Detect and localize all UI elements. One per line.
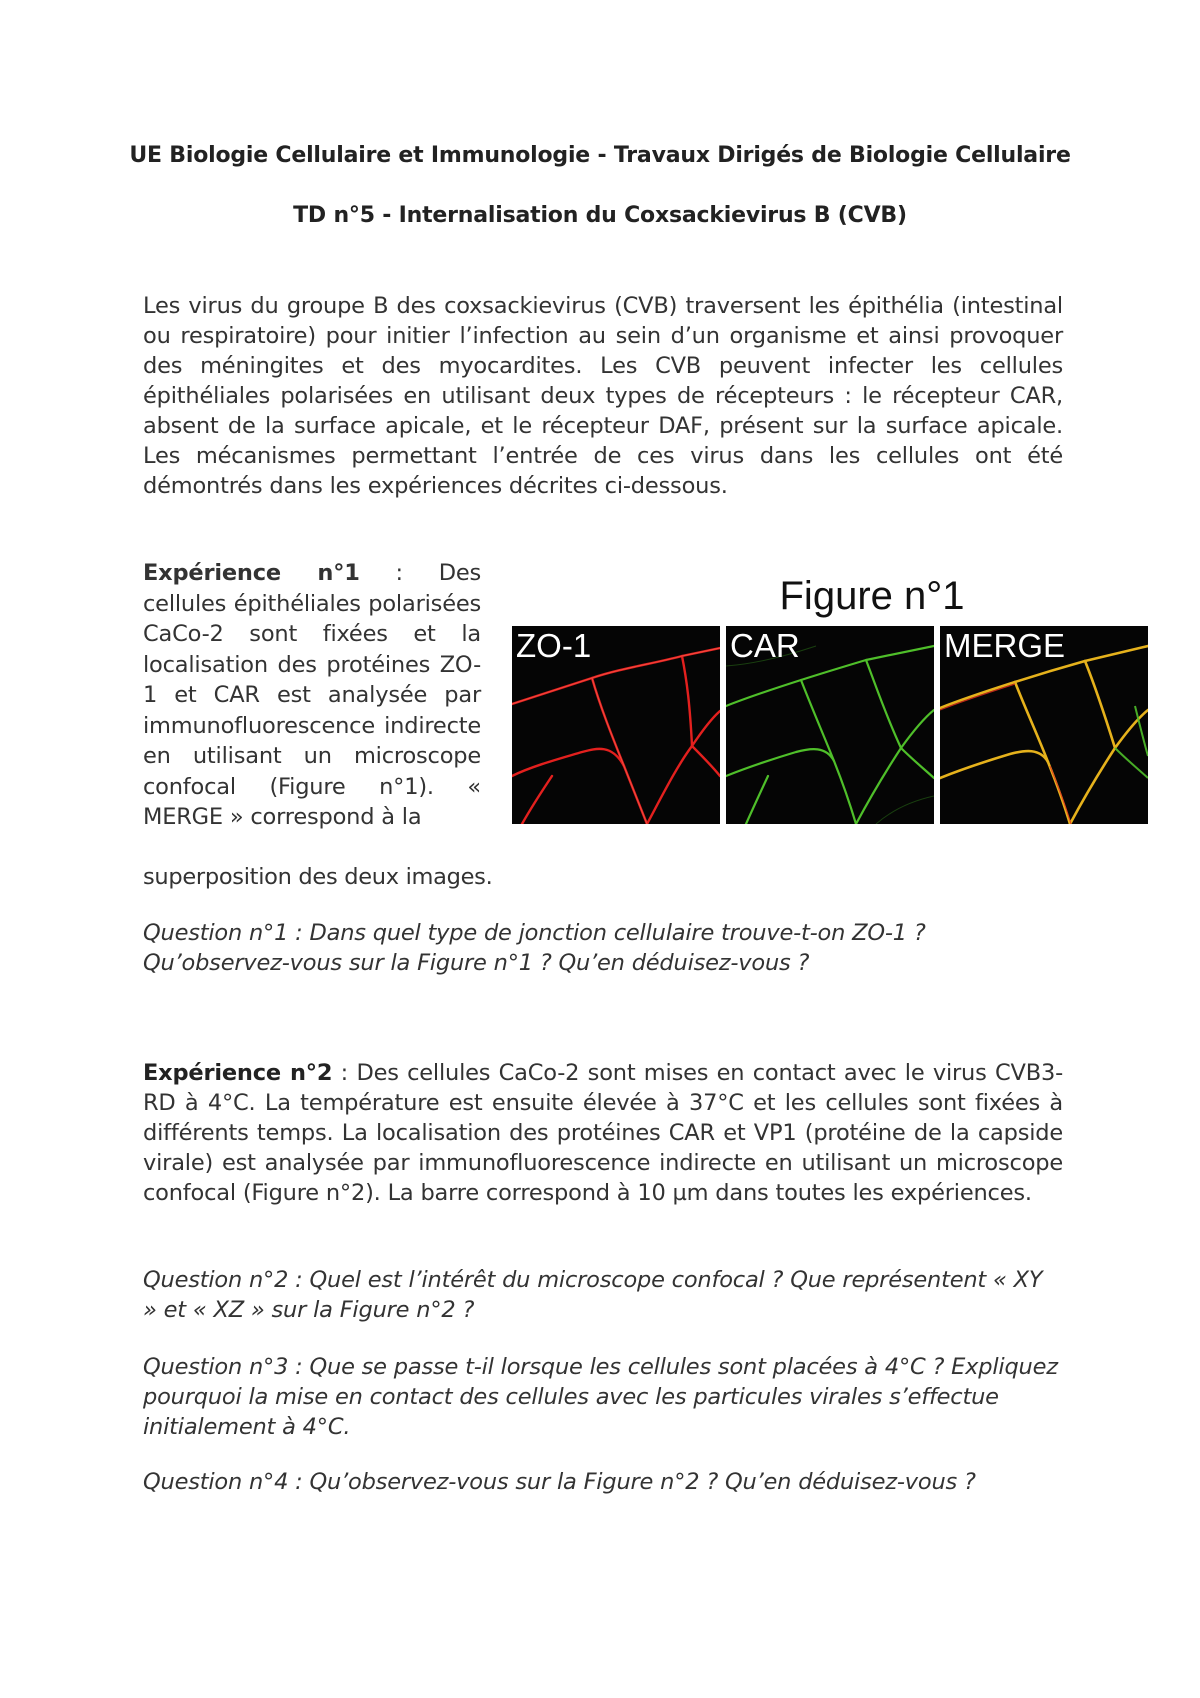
experience-1-text: : Des cellules épithéliales polarisées CaCo-2 sont fixées et la localisation des protéines ZO-1 et CAR est analysée par immunofluorescence indirecte en utilisant un microscope confocal (Figure n°1). « MERGE » correspond à la	[143, 560, 481, 830]
experience-2-text: : Des cellules CaCo-2 sont mises en contact avec le virus CVB3-RD à 4°C. La température est ensuite élevée à 37°C et les cellules sont fixées à différents temps. La localisation des protéines CAR et VP1 (protéine de la capside virale) est analysée par immunofluorescence indirecte en utilisant un microscope confocal (Figure n°2). La barre correspond à 10 µm dans toutes les expériences.	[143, 1060, 1063, 1206]
question-3: Question n°3 : Que se passe t-il lorsque les cellules sont placées à 4°C ? Expliquez pourquoi la mise en contact des cellules avec les particules virales s’effectue initialement à 4°C.	[143, 1354, 1058, 1440]
panel-label-zo1: ZO-1	[516, 627, 592, 664]
course-title: UE Biologie Cellulaire et Immunologie - Travaux Dirigés de Biologie Cellulaire	[129, 143, 1071, 168]
experience-2-paragraph	[143, 1058, 1063, 1208]
question-1: Question n°1 : Dans quel type de jonction cellulaire trouve-t-on ZO-1 ? Qu’observez-vous sur la Figure n°1 ? Qu’en déduisez-vous ?	[143, 920, 926, 976]
question-2: Question n°2 : Quel est l’intérêt du microscope confocal ? Que représentent « XY » et « XZ » sur la Figure n°2 ?	[143, 1267, 1043, 1323]
panel-label-car: CAR	[730, 627, 800, 664]
figure-panel-zo1	[512, 626, 720, 824]
figure-1-title: Figure n°1	[779, 574, 965, 618]
experience-1-paragraph	[143, 558, 481, 833]
panel-label-merge: MERGE	[944, 627, 1066, 664]
experience-1-label: Expérience n°1	[143, 560, 360, 586]
figure-panel-car	[726, 626, 934, 824]
td-title: TD n°5 - Internalisation du Coxsackievirus B (CVB)	[293, 203, 907, 228]
experience-2-label: Expérience n°2	[143, 1060, 333, 1086]
intro-paragraph: Les virus du groupe B des coxsackievirus (CVB) traversent les épithélia (intestinal ou respiratoire) pour initier l’infection au sein d’un organisme et ainsi provoquer des méningites et des myocardites. Les CVB peuvent infecter les cellules épithéliales polarisées en utilisant deux types de récepteurs : le récepteur CAR, absent de la surface apicale, et le récepteur DAF, présent sur la surface apicale. Les mécanismes permettant l’entrée de ces virus dans les cellules ont été démontrés dans les expériences décrites ci-dessous.	[143, 293, 1063, 499]
question-4: Question n°4 : Qu’observez-vous sur la Figure n°2 ? Qu’en déduisez-vous ?	[143, 1469, 976, 1495]
figure-panel-merge	[940, 626, 1148, 824]
experience-1-last-line: superposition des deux images.	[143, 864, 493, 890]
figure-1	[512, 572, 1152, 824]
